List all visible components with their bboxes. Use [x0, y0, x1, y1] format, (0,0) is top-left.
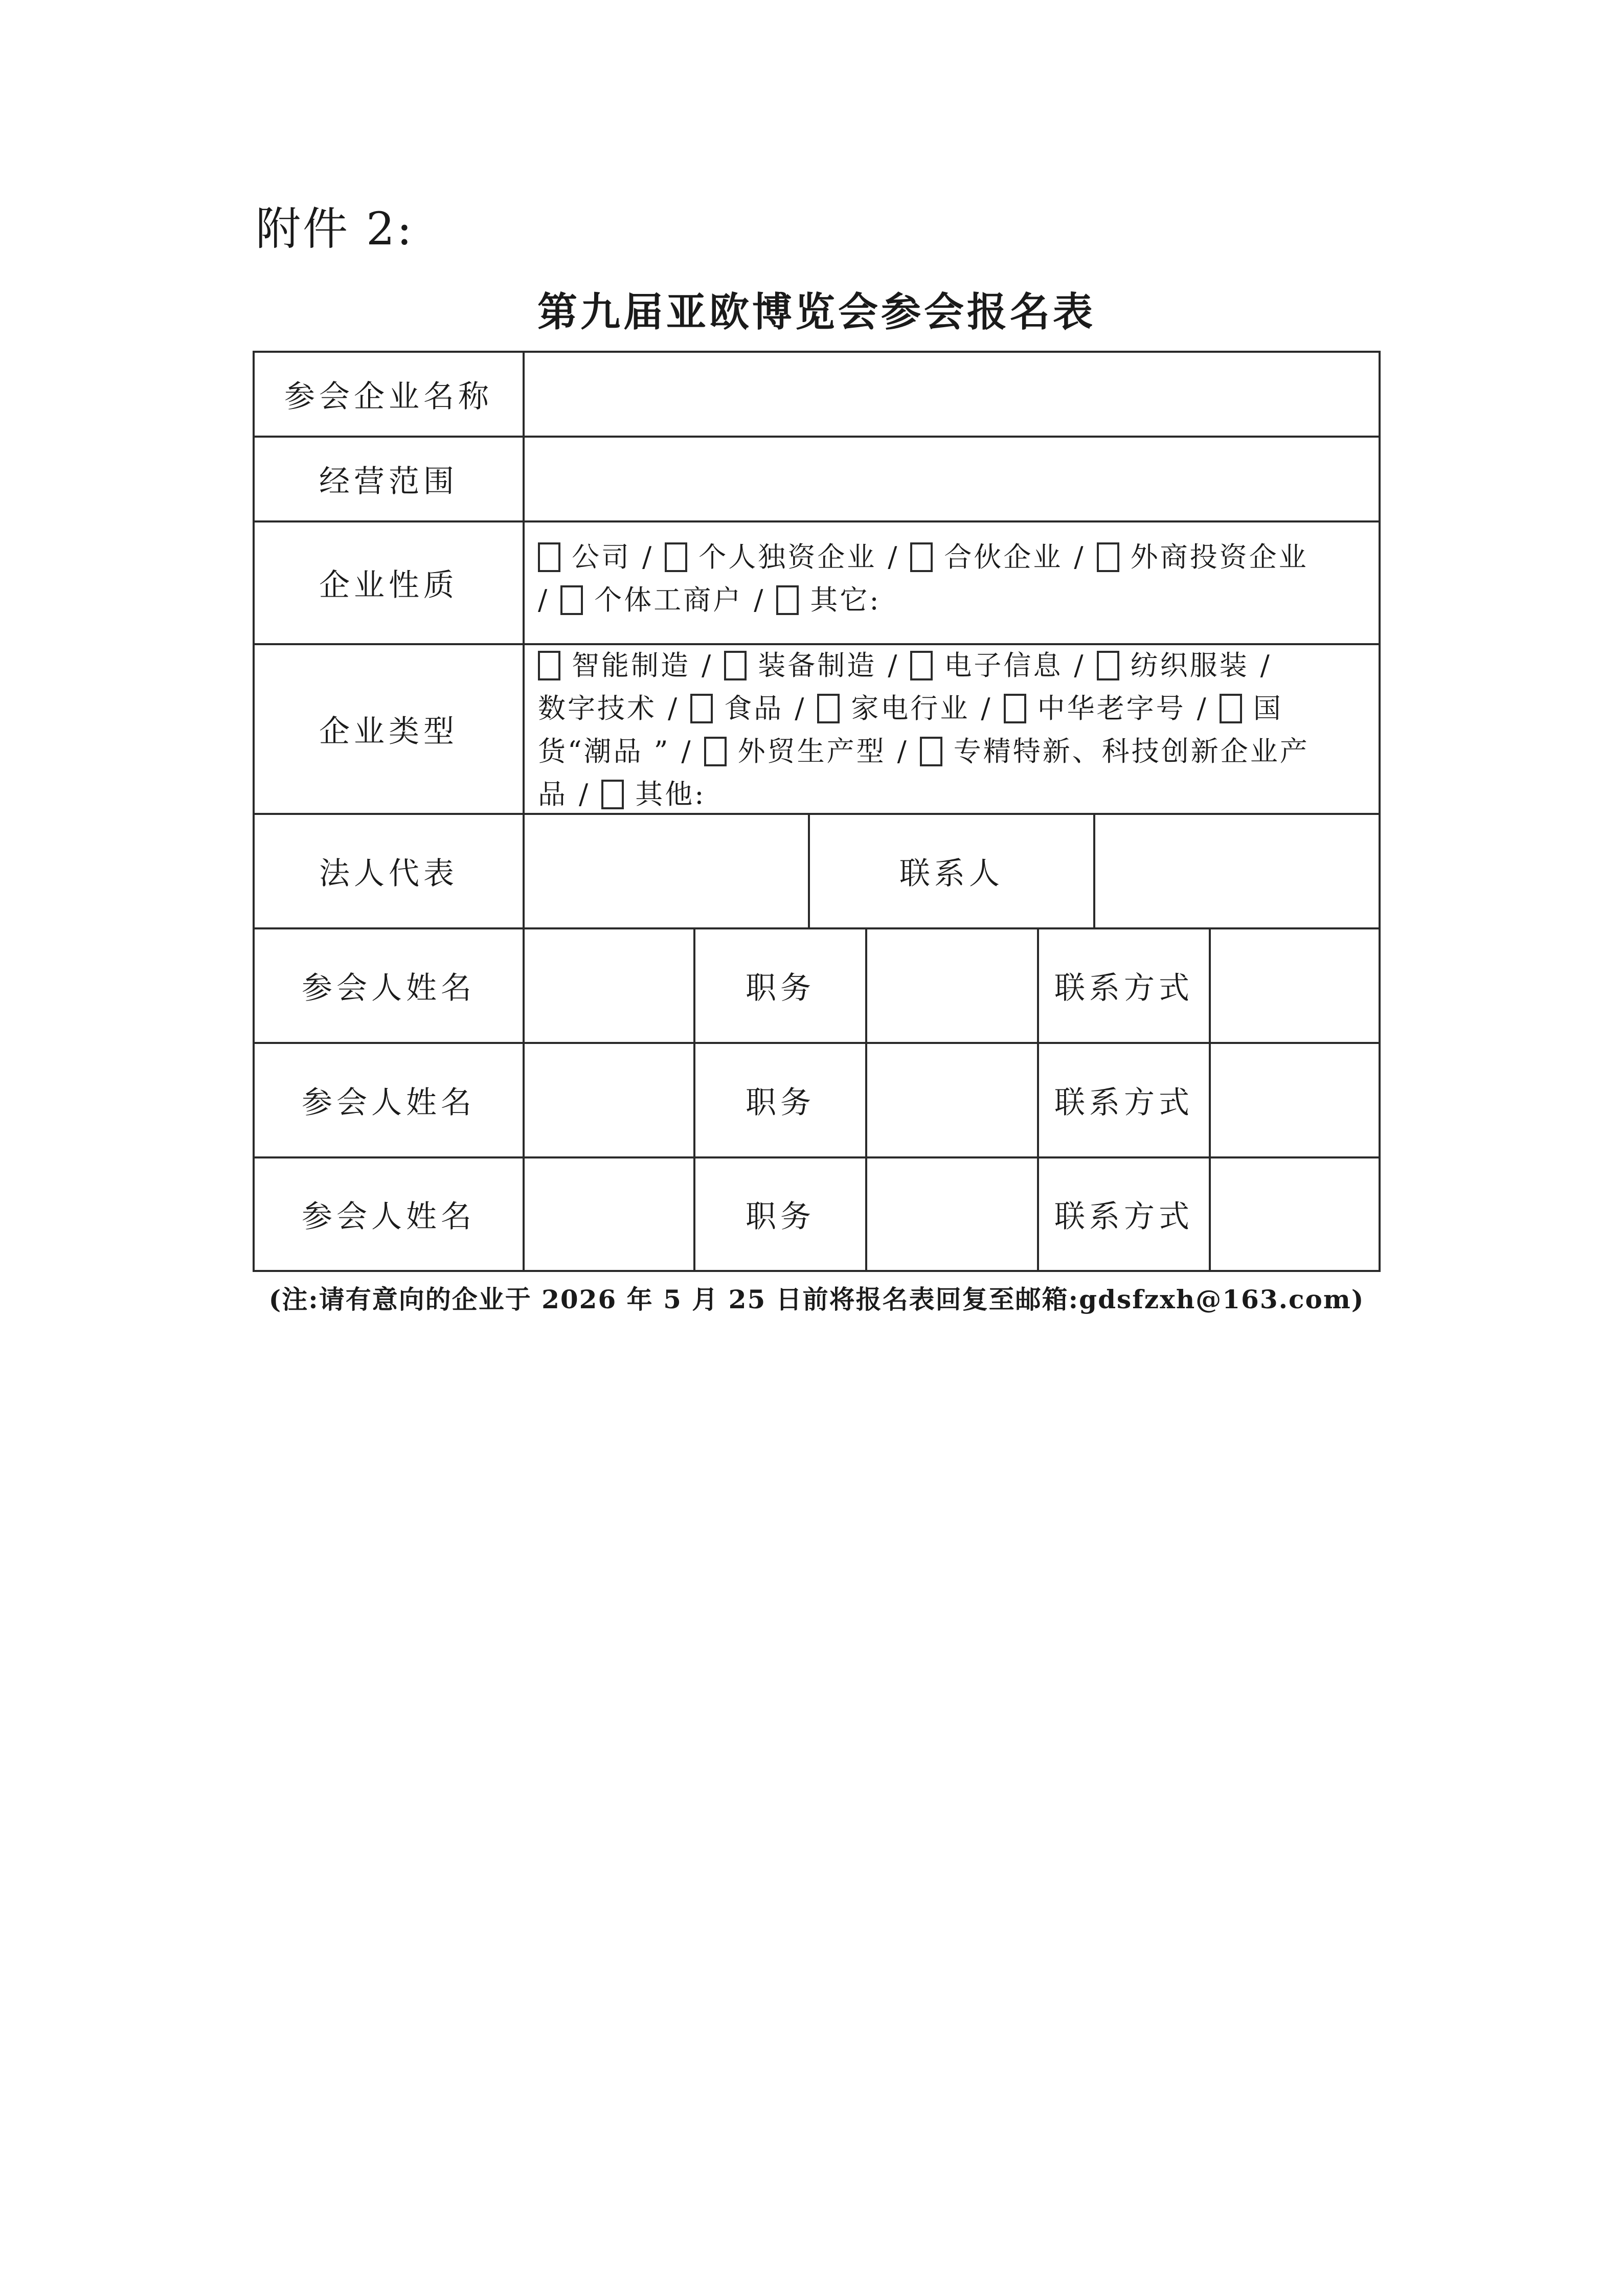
checkbox-partnership[interactable] [910, 542, 933, 572]
position-label: 职务 [746, 970, 815, 1006]
option-label: 电子信息 [944, 649, 1063, 681]
company-name-label: 参会企业名称 [284, 379, 493, 415]
option-label: 品 [538, 778, 568, 810]
option-label: 合伙企业 [944, 541, 1063, 573]
contact-person-field[interactable] [1095, 815, 1379, 927]
attendee-name-field[interactable] [525, 1044, 693, 1156]
separator: / [579, 778, 591, 810]
checkbox-food[interactable] [690, 694, 713, 723]
enterprise-nature-line-2 [538, 579, 1371, 622]
checkbox-other-nature[interactable] [776, 585, 799, 615]
separator: / [668, 692, 680, 724]
checkbox-time-honored-brand[interactable] [1004, 694, 1026, 723]
enterprise-type-line-4 [538, 773, 1371, 816]
option-label: 其它: [810, 584, 881, 616]
separator: / [681, 735, 693, 767]
option-label: 外贸生产型 [737, 735, 886, 767]
option-label: 国 [1253, 692, 1283, 724]
checkbox-individual-business[interactable] [560, 585, 583, 615]
company-name-field[interactable] [525, 353, 1379, 436]
option-label: 货“潮品 ” [538, 735, 670, 767]
separator: / [642, 541, 654, 573]
legal-rep-label: 法人代表 [319, 856, 458, 892]
checkbox-other-type[interactable] [601, 780, 624, 809]
table-border-right [1379, 351, 1381, 1272]
option-label: 纺织服装 [1130, 649, 1249, 681]
checkbox-equipment-manufacturing[interactable] [724, 651, 747, 680]
option-label: 食品 [724, 692, 784, 724]
separator: / [538, 584, 550, 616]
enterprise-type-line-3 [538, 730, 1371, 773]
separator: / [702, 649, 713, 681]
submission-note: (注:请有意向的企业于 2026 年 5 月 25 日前将报名表回复至邮箱:gdsfzxh@163.com) [268, 1284, 1365, 1314]
separator: / [1074, 649, 1086, 681]
separator: / [1074, 541, 1086, 573]
contact-method-label: 联系方式 [1054, 970, 1193, 1006]
contact-person-label: 联系人 [899, 856, 1004, 892]
separator: / [981, 692, 993, 724]
position-field[interactable] [867, 1044, 1037, 1156]
option-label: 家电行业 [851, 692, 970, 724]
position-label: 职务 [746, 1085, 815, 1121]
enterprise-type-line-1 [538, 644, 1371, 687]
checkbox-foreign-trade[interactable] [704, 737, 727, 766]
legal-rep-field[interactable] [525, 815, 808, 927]
position-field[interactable] [867, 1158, 1037, 1270]
checkbox-textile-apparel[interactable] [1097, 651, 1119, 680]
option-label: 数字技术 [538, 692, 657, 724]
attendee-name-label: 参会人姓名 [302, 970, 476, 1006]
checkbox-sole-proprietorship[interactable] [665, 542, 687, 572]
contact-method-field[interactable] [1211, 1158, 1379, 1270]
form-title: 第九届亚欧博览会参会报名表 [537, 289, 1096, 335]
position-field[interactable] [867, 929, 1037, 1042]
option-label: 智能制造 [572, 649, 690, 681]
enterprise-type-line-2 [538, 687, 1371, 730]
business-scope-label: 经营范围 [319, 464, 458, 499]
attendee-name-label: 参会人姓名 [302, 1199, 476, 1235]
enterprise-nature-options [538, 536, 1371, 622]
option-label: 其他: [635, 778, 706, 810]
business-scope-field[interactable] [525, 438, 1379, 520]
contact-method-label: 联系方式 [1054, 1199, 1193, 1235]
enterprise-nature-label: 企业性质 [319, 567, 458, 603]
checkbox-guochao[interactable] [1220, 694, 1242, 723]
separator: / [1260, 649, 1272, 681]
option-label: 专精特新、科技创新企业产 [953, 735, 1310, 767]
separator: / [897, 735, 909, 767]
option-label: 装备制造 [758, 649, 877, 681]
enterprise-type-label: 企业类型 [319, 714, 458, 749]
option-label: 公司 [572, 541, 631, 573]
checkbox-specialized-innovative[interactable] [920, 737, 942, 766]
enterprise-nature-line-1 [538, 536, 1371, 579]
checkbox-electronic-info[interactable] [910, 651, 933, 680]
separator: / [754, 584, 765, 616]
option-label: 个人独资企业 [698, 541, 877, 573]
option-label: 个体工商户 [594, 584, 743, 616]
separator: / [795, 692, 806, 724]
checkbox-foreign-invested[interactable] [1097, 542, 1119, 572]
separator: / [888, 541, 899, 573]
attendee-name-field[interactable] [525, 1158, 693, 1270]
attachment-label: 附件 2: [256, 202, 414, 255]
checkbox-smart-manufacturing[interactable] [538, 651, 560, 680]
contact-method-field[interactable] [1211, 929, 1379, 1042]
option-label: 中华老字号 [1037, 692, 1186, 724]
contact-method-field[interactable] [1211, 1044, 1379, 1156]
attendee-name-label: 参会人姓名 [302, 1085, 476, 1121]
checkbox-home-appliance[interactable] [817, 694, 840, 723]
checkbox-company[interactable] [538, 542, 560, 572]
option-label: 外商投资企业 [1130, 541, 1309, 573]
separator: / [888, 649, 899, 681]
table-border-bottom [253, 1270, 1381, 1272]
contact-method-label: 联系方式 [1054, 1085, 1193, 1121]
separator: / [1197, 692, 1208, 724]
position-label: 职务 [746, 1199, 815, 1235]
registration-form-table [253, 351, 1381, 1272]
enterprise-type-options [538, 644, 1371, 816]
attendee-name-field[interactable] [525, 929, 693, 1042]
